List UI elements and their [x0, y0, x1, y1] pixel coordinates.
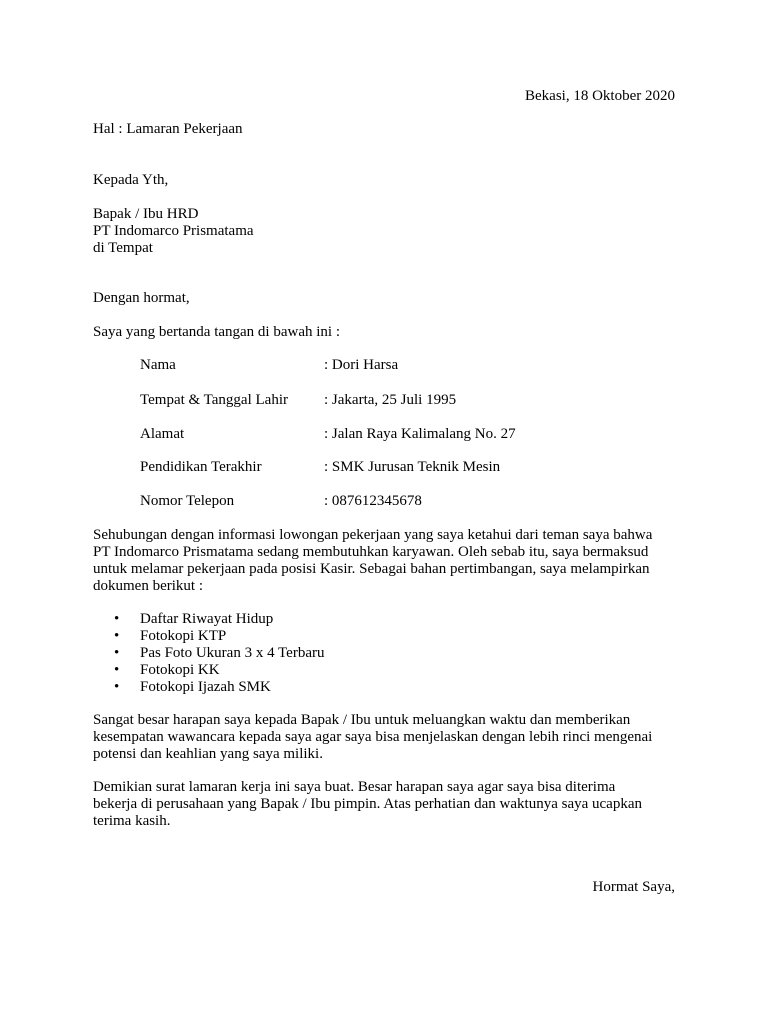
paragraph-line: kesempatan wawancara kepada saya agar saya bisa menjelaskan dengan lebih rinci mengenai — [93, 729, 653, 745]
paragraph-line: Demikian surat lamaran kerja ini saya buat. Besar harapan saya agar saya bisa diterima — [93, 779, 616, 795]
paragraph-line: Sehubungan dengan informasi lowongan pekerjaan yang saya ketahui dari teman saya bahwa — [93, 527, 653, 543]
field-label: Alamat — [140, 426, 185, 442]
paragraph-line: bekerja di perusahaan yang Bapak / Ibu pimpin. Atas perhatian dan waktunya saya ucapkan — [93, 796, 642, 812]
attachment-list — [93, 611, 324, 696]
recipient-line: di Tempat — [93, 240, 153, 256]
paragraph-line: Sangat besar harapan saya kepada Bapak / Ibu untuk meluangkan waktu dan memberikan — [93, 712, 631, 728]
field-label: Pendidikan Terakhir — [140, 459, 262, 475]
field-value: : 087612345678 — [324, 493, 422, 509]
paragraph-line: PT Indomarco Prismatama sedang membutuhkan karyawan. Oleh sebab itu, saya bermaksud — [93, 544, 649, 560]
list-item — [93, 679, 324, 696]
bullet-icon: • — [114, 679, 120, 695]
field-value: : Jalan Raya Kalimalang No. 27 — [324, 426, 516, 442]
recipient-line: PT Indomarco Prismatama — [93, 223, 254, 239]
paragraph-line: dokumen berikut : — [93, 578, 203, 594]
body-paragraph-2 — [93, 712, 683, 763]
salutation-to: Kepada Yth, — [93, 172, 169, 188]
place-date: Bekasi, 18 Oktober 2020 — [525, 88, 675, 104]
field-value: : Jakarta, 25 Juli 1995 — [324, 392, 457, 408]
bullet-icon: • — [114, 645, 120, 661]
bullet-icon: • — [114, 628, 120, 644]
bullet-icon: • — [114, 662, 120, 678]
bullet-icon: • — [114, 611, 120, 627]
recipient-block — [93, 206, 254, 257]
body-paragraph-3 — [93, 779, 683, 830]
closing: Hormat Saya, — [592, 879, 675, 895]
list-item-label: Fotokopi KTP — [140, 628, 227, 644]
list-item-label: Pas Foto Ukuran 3 x 4 Terbaru — [140, 645, 325, 661]
field-value: : Dori Harsa — [324, 357, 399, 373]
paragraph-line: terima kasih. — [93, 813, 171, 829]
list-item-label: Fotokopi Ijazah SMK — [140, 679, 271, 695]
list-item — [93, 611, 324, 628]
body-paragraph-1 — [93, 527, 683, 595]
list-item — [93, 662, 324, 679]
list-item-label: Daftar Riwayat Hidup — [140, 611, 274, 627]
list-item — [93, 628, 324, 645]
list-item-label: Fotokopi KK — [140, 662, 220, 678]
greeting: Dengan hormat, — [93, 290, 190, 306]
field-label: Nomor Telepon — [140, 493, 235, 509]
field-label: Nama — [140, 357, 176, 373]
paragraph-line: potensi dan keahlian yang saya miliki. — [93, 746, 323, 762]
subject-line: Hal : Lamaran Pekerjaan — [93, 121, 243, 137]
list-item — [93, 645, 324, 662]
recipient-line: Bapak / Ibu HRD — [93, 206, 199, 222]
intro-line: Saya yang bertanda tangan di bawah ini : — [93, 324, 341, 340]
field-label: Tempat & Tanggal Lahir — [140, 392, 288, 408]
field-value: : SMK Jurusan Teknik Mesin — [324, 459, 501, 475]
paragraph-line: untuk melamar pekerjaan pada posisi Kasir. Sebagai bahan pertimbangan, saya melampirkan — [93, 561, 650, 577]
